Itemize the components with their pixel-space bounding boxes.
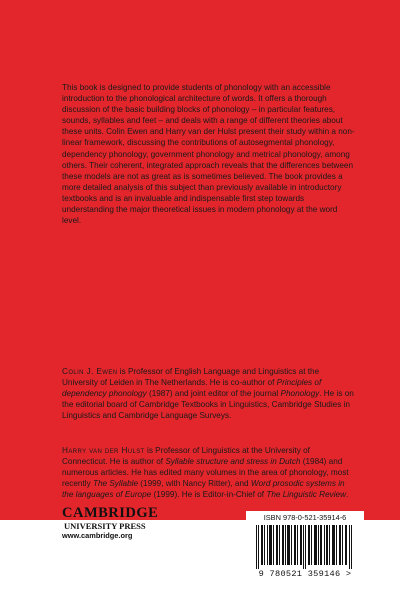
barcode-icon [256, 525, 354, 569]
publisher-url: www.cambridge.org [62, 531, 133, 540]
author-name-ewen: Colin J. Ewen [62, 367, 118, 376]
description-text: This book is designed to provide students of phonology with an accessible introduction to the phonological architecture of words. It offers a thorough discussion of the basic building blocks of phonology – in particular features, sounds, syllables and feet – and deals with a range of different theories about these units. Colin Ewen and Harry van der Hulst present their study within a non-linear framework, discussing the contributions of autosegmental phonology, dependency phonology, government phonology and metrical phonology, among others. Their coherent, integrated approach reveals that the differences between these models are not as great as is sometimes believed. The book provides a more detailed analysis of this subject than previously available in introductory textbooks and is an invaluable and indispensable first step towards understanding the major theoretical issues in modern phonology at the word level. [62, 83, 355, 226]
book-title-the-syllable: The Syllable [92, 479, 139, 489]
publisher-logo [62, 506, 172, 541]
author-bio-van-der-hulst: Harry van der Hulst is Professor of Linguistics at the University of Connecticut. He is author of Syllable structure and stress in Dutch (1984) and numerous articles. He has edited many volumes in the area of phonology, most recently The Syllable (1999, with Nancy Ritter), and Word prosodic systems in the languages of Europe (1999). He is Editor-in-Chief of The Linguistic Review. [62, 446, 349, 500]
isbn-label: ISBN 978-0-521-35914-6 [263, 513, 347, 522]
journal-title-linguistic-review: The Linguistic Review [266, 490, 346, 500]
book-description [62, 82, 356, 226]
book-title-word-prosodic: Word prosodic systems in the languages of Europe [62, 479, 345, 500]
journal-title-phonology: Phonology [280, 389, 320, 399]
book-title-syllable-structure: Syllable structure and stress in Dutch [165, 457, 301, 467]
barcode-area [246, 511, 364, 581]
barcode-digits: 9 780521 359146 > [258, 569, 352, 579]
author-bio-ewen: Colin J. Ewen is Professor of English Language and Linguistics at the University of Leiden in The Netherlands. He is co-author of Principles of dependency phonology (1987) and joint editor of the journal Phonology. He is on the editorial board of Cambridge Textbooks in Linguistics, Cambridge Studies in Linguistics and Cambridge Language Surveys. [62, 367, 354, 421]
publisher-name: CAMBRIDGE [62, 505, 159, 521]
book-title-principles: Principles of dependency phonology [62, 378, 322, 399]
publisher-subtitle: UNIVERSITY PRESS [64, 521, 146, 531]
author-name-van-der-hulst: Harry van der Hulst [62, 446, 145, 455]
